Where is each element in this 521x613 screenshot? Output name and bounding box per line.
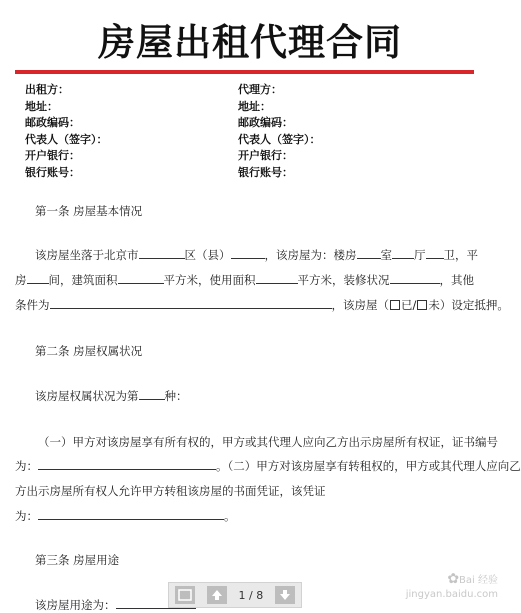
lessor-info [25,82,225,181]
title-divider [15,70,474,74]
certificate-number-blank[interactable] [38,458,216,470]
bungalow-rooms-blank[interactable] [27,272,49,284]
decoration-blank[interactable] [390,272,440,284]
article2-para1-line3: 方出示房屋所有权人允许甲方转租该房屋的书面凭证，该凭证 [15,484,326,498]
lessor-address: 地址： [25,99,58,113]
page-navigator [168,582,302,608]
article3-heading: 第三条 房屋用途 [35,553,120,567]
article1-heading: 第一条 房屋基本情况 [35,204,143,218]
fullscreen-icon [178,589,192,601]
agent-label: 代理方： [238,83,282,96]
next-page-button[interactable] [275,586,295,604]
voucher-blank[interactable] [38,508,224,520]
lessor-label: 出租方： [25,83,69,96]
agent-representative: 代表人（签字）： [238,132,321,146]
article2-para1-line1: （一）甲方对该房屋享有所有权的，甲方或其代理人应向乙方出示房屋所有权证，证书编号 [38,435,498,449]
agent-bank: 开户银行： [238,149,293,162]
agent-address: 地址： [238,99,271,113]
lessor-account: 银行账号： [25,165,80,179]
baidu-jingyan-watermark: ✿Bai 经验 jingyan.baidu.com [405,571,498,600]
bath-blank[interactable] [426,247,444,259]
ownership-type-blank[interactable] [139,388,165,400]
floor-blank[interactable] [357,247,381,259]
fullscreen-button[interactable] [175,586,195,604]
agent-postcode: 邮政编码： [238,116,293,129]
article2-para1-line4: 为： 。 [15,509,236,523]
paw-logo-icon: ✿ [447,571,460,587]
page-indicator: 1 / 8 [238,588,264,602]
usage-line: 该房屋用途为： [35,597,196,613]
contract-title: 房屋出租代理合同 [98,21,402,64]
article2-heading: 第二条 房屋权属状况 [35,344,143,358]
mortgaged-checkbox[interactable] [390,300,400,310]
arrow-down-icon [279,589,291,601]
article1-line3: 条件为 ，该房屋（ 已/ 未）设定抵押。 [15,298,509,312]
prev-page-button[interactable] [207,586,227,604]
not-mortgaged-checkbox[interactable] [417,300,427,310]
district-blank[interactable] [139,247,185,259]
article1-line2: 房 间，建筑面积 平方米，使用面积 平方米，装修状况 ，其他 [15,273,474,287]
agent-account: 银行账号： [238,165,293,179]
lessor-postcode: 邮政编码： [25,116,80,129]
article1-line1: 该房屋坐落于北京市 区（县） ，该房屋为：楼房 室 厅 卫，平 [35,248,478,262]
county-blank[interactable] [231,247,265,259]
lessor-representative: 代表人（签字）： [25,132,108,146]
article2-para1-line2: 为： 。（二）甲方对该房屋享有转租权的，甲方或其代理人应向乙 [15,459,521,473]
ownership-status-line: 该房屋权属状况为第 种： [35,389,188,403]
other-conditions-blank[interactable] [50,297,332,309]
room-blank[interactable] [392,247,414,259]
arrow-up-icon [211,589,223,601]
usable-area-blank[interactable] [256,272,298,284]
agent-info [238,82,478,181]
building-area-blank[interactable] [118,272,164,284]
lessor-bank: 开户银行： [25,149,80,162]
